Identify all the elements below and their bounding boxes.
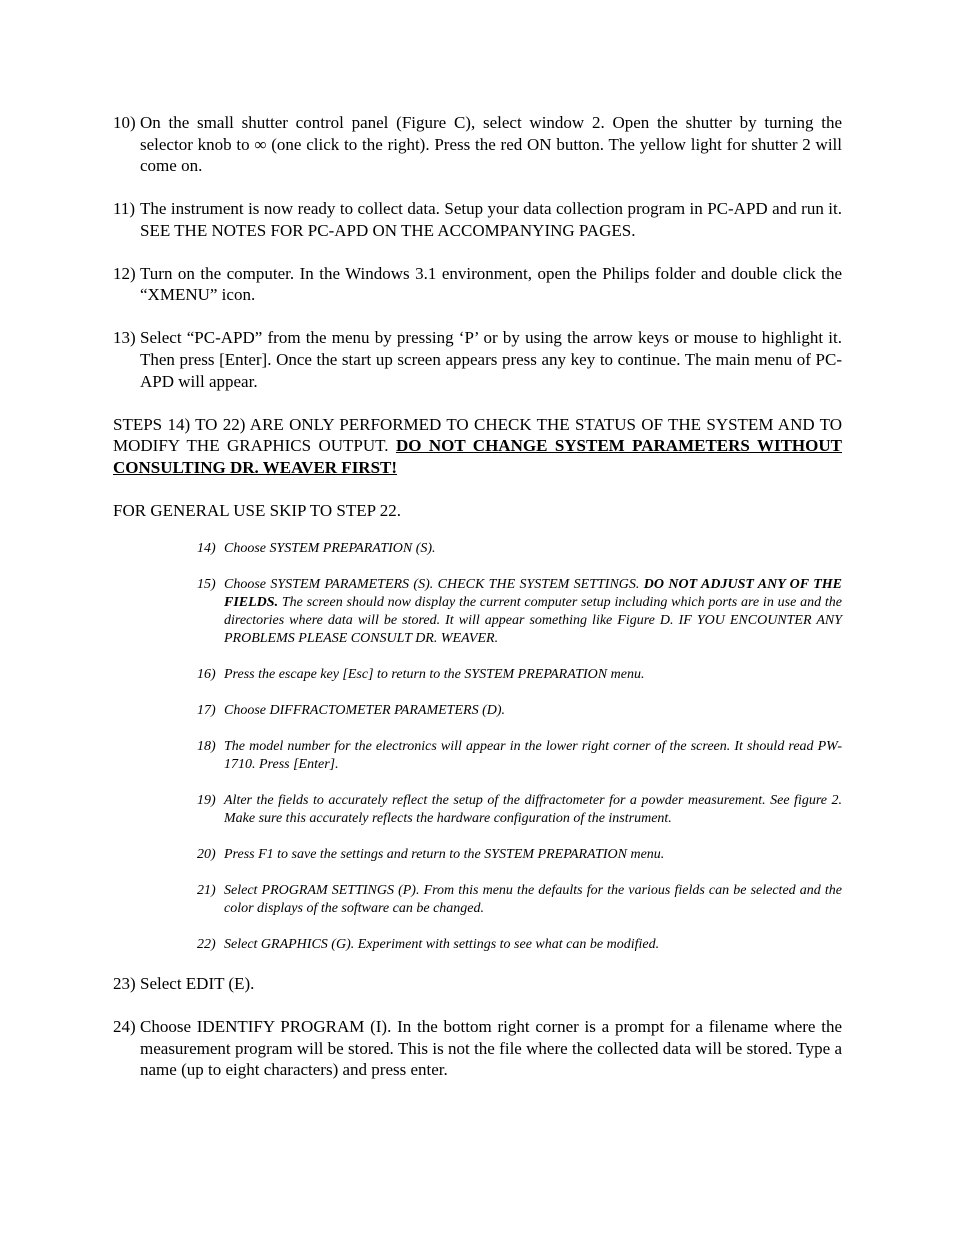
step-21 <box>197 882 842 918</box>
step-number: 16) <box>197 667 216 683</box>
step-text: Press F1 to save the settings and return to the SYSTEM PREPARATION menu. <box>224 847 665 863</box>
step-23 <box>113 973 842 995</box>
step-18 <box>197 738 842 774</box>
step-text-part: The screen should now display the current computer setup including which ports are in use and the directories where data will be stored. It will appear something like Figure D. IF YOU ENCOUNTER ANY PROBLEMS PLEASE CONSULT DR. WEAVER. <box>224 595 842 647</box>
notice-text: STEPS 14) TO 22) ARE ONLY PERFORMED TO CHECK THE STATUS OF THE SYSTEM AND TO MODIFY THE GRAPHICS OUTPUT. <box>113 414 842 456</box>
notice-paragraph <box>113 414 842 479</box>
step-number: 20) <box>197 847 216 863</box>
step-14 <box>197 540 842 558</box>
step-16 <box>197 666 842 684</box>
step-number: 10) <box>113 113 136 132</box>
step-number: 11) <box>113 199 136 219</box>
step-text: Choose IDENTIFY PROGRAM (I). In the bottom right corner is a prompt for a filename where the measurement program will be stored. This is not the file where the collected data will be stored. Type a name (up to eight characters) and press enter. <box>140 1017 842 1080</box>
step-17 <box>197 702 842 720</box>
step-text: Choose SYSTEM PREPARATION (S). <box>224 541 436 557</box>
step-12 <box>113 263 842 306</box>
step-15 <box>197 576 842 648</box>
step-text: Alter the fields to accurately reflect the setup of the diffractometer for a powder measurement. See figure 2. Make sure this accurately reflects the hardware configuration of the instrument. <box>224 793 842 827</box>
step-number: 12) <box>113 263 136 283</box>
step-text: The instrument is now ready to collect data. Setup your data collection program in PC-APD and run it. SEE THE NOTES FOR PC-APD ON THE ACCOMPANYING PAGES. <box>140 199 842 240</box>
step-19 <box>197 792 842 828</box>
step-number: 22) <box>197 937 216 953</box>
step-10 <box>113 112 842 177</box>
warning-text: DO NOT CHANGE SYSTEM PARAMETERS WITHOUT CONSULTING DR. WEAVER FIRST! <box>113 436 842 477</box>
step-text: On the small shutter control panel (Figure C), select window 2. Open the shutter by turning the selector knob to ∞ (one click to the right). Press the red ON button. The yellow light for shutter 2 will come on. <box>140 113 842 176</box>
step-number: 15) <box>197 577 216 593</box>
step-text: Select “PC-APD” from the menu by pressing ‘P’ or by using the arrow keys or mouse to highlight it. Then press [Enter]. Once the start up screen appears press any key to continue. The main menu of PC-APD will appear. <box>140 328 842 391</box>
step-22 <box>197 936 842 954</box>
step-number: 13) <box>113 328 136 348</box>
step-text: Select PROGRAM SETTINGS (P). From this menu the defaults for the various fields can be selected and the color displays of the software can be changed. <box>224 883 842 917</box>
step-20 <box>197 846 842 864</box>
step-24 <box>113 1016 842 1081</box>
step-11 <box>113 198 842 241</box>
step-number: 17) <box>197 703 216 719</box>
step-text: Turn on the computer. In the Windows 3.1 environment, open the Philips folder and double click the “XMENU” icon. <box>140 263 842 305</box>
step-text: The model number for the electronics will appear in the lower right corner of the screen. It should read PW-1710. Press [Enter]. <box>224 739 842 773</box>
step-warning-text: DO NOT ADJUST ANY OF THE FIELDS. <box>224 577 842 611</box>
optional-steps-list <box>197 540 842 954</box>
step-13 <box>113 327 842 392</box>
step-text: Select EDIT (E). <box>140 974 255 994</box>
step-text: Choose DIFFRACTOMETER PARAMETERS (D). <box>224 703 506 719</box>
step-number: 18) <box>197 739 216 755</box>
step-number: 21) <box>197 883 216 899</box>
step-number: 14) <box>197 541 216 557</box>
step-text: Press the escape key [Esc] to return to the SYSTEM PREPARATION menu. <box>224 667 645 683</box>
step-text <box>224 576 842 648</box>
step-number: 24) <box>113 1017 136 1037</box>
document-page <box>113 112 842 1081</box>
step-text: Select GRAPHICS (G). Experiment with settings to see what can be modified. <box>224 937 660 953</box>
step-number: 19) <box>197 793 216 809</box>
step-number: 23) <box>113 974 136 994</box>
step-text-part: Choose SYSTEM PARAMETERS (S). CHECK THE SYSTEM SETTINGS. <box>224 577 644 593</box>
general-use-note: FOR GENERAL USE SKIP TO STEP 22. <box>113 500 401 520</box>
